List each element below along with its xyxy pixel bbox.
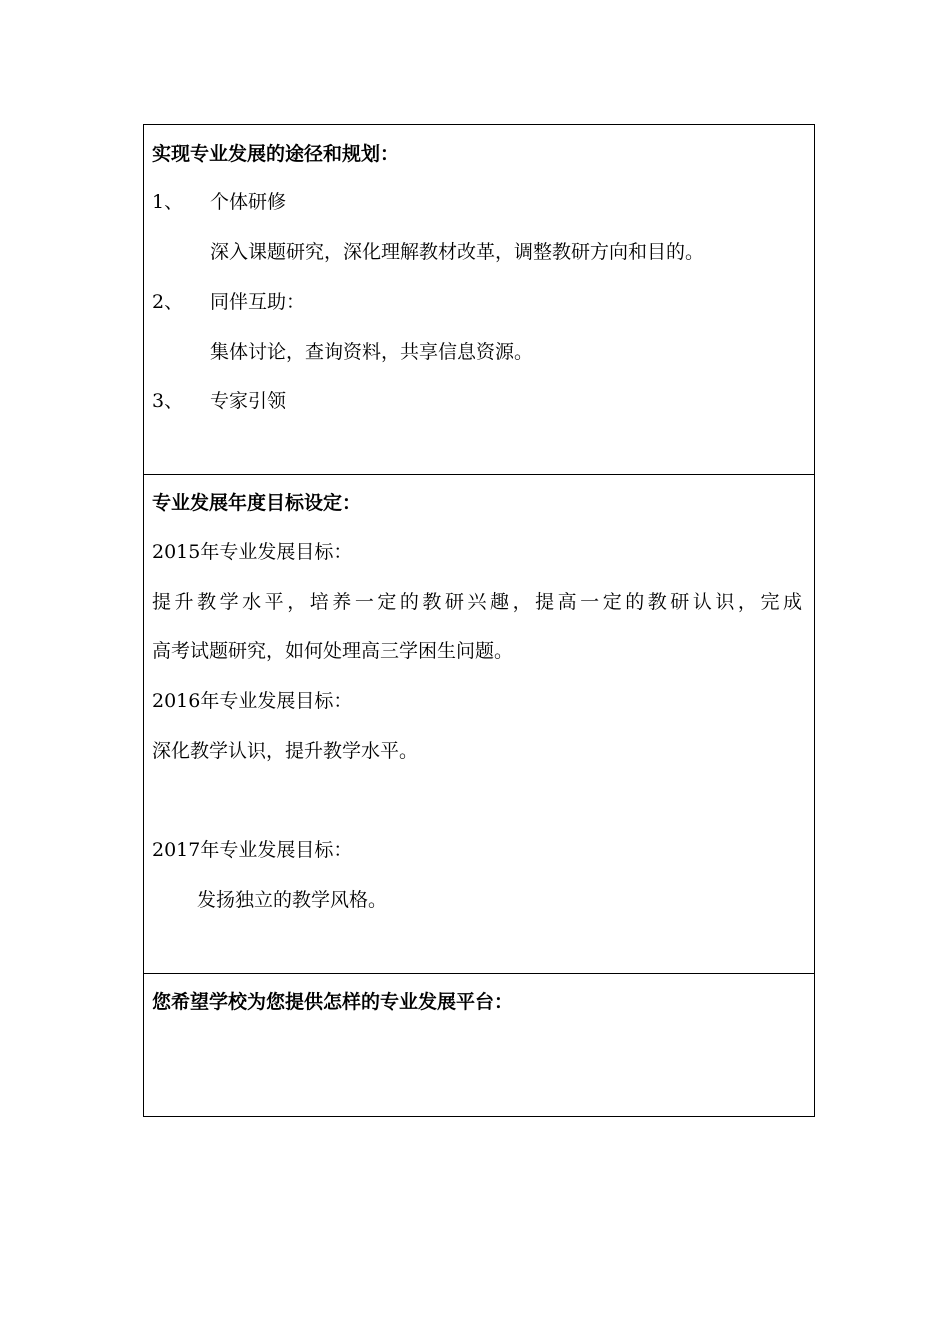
item-detail: 深入课题研究，深化理解教材改革，调整教研方向和目的。 <box>210 241 705 263</box>
goal-year-label: 2016年专业发展目标： <box>152 690 353 712</box>
section-heading: 您希望学校为您提供怎样的专业发展平台： <box>152 991 514 1013</box>
goal-text: 提升教学水平，培养一定的教研兴趣，提高一定的教研认识，完成 <box>152 591 802 613</box>
annual-goals-cell <box>144 475 814 974</box>
list-item <box>152 389 286 413</box>
item-number: 1、 <box>152 191 184 213</box>
list-item <box>152 290 305 314</box>
development-path-cell <box>144 125 814 475</box>
section-heading: 实现专业发展的途径和规划： <box>152 143 400 165</box>
item-label: 专家引领 <box>210 390 287 412</box>
plan-table <box>143 124 815 1117</box>
item-label: 同伴互助： <box>210 291 306 313</box>
goal-year-label: 2015年专业发展目标： <box>152 541 353 563</box>
goal-year-label: 2017年专业发展目标： <box>152 839 353 861</box>
item-number: 3、 <box>152 390 184 412</box>
item-label: 个体研修 <box>210 191 287 213</box>
list-item <box>152 190 286 214</box>
platform-request-cell <box>144 974 814 1116</box>
item-number: 2、 <box>152 291 184 313</box>
item-detail: 集体讨论，查询资料，共享信息资源。 <box>210 341 534 363</box>
goal-text: 深化教学认识，提升教学水平。 <box>152 740 419 762</box>
goal-text: 发扬独立的教学风格。 <box>197 889 388 911</box>
goal-text: 高考试题研究，如何处理高三学困生问题。 <box>152 640 514 662</box>
section-heading: 专业发展年度目标设定： <box>152 492 362 514</box>
